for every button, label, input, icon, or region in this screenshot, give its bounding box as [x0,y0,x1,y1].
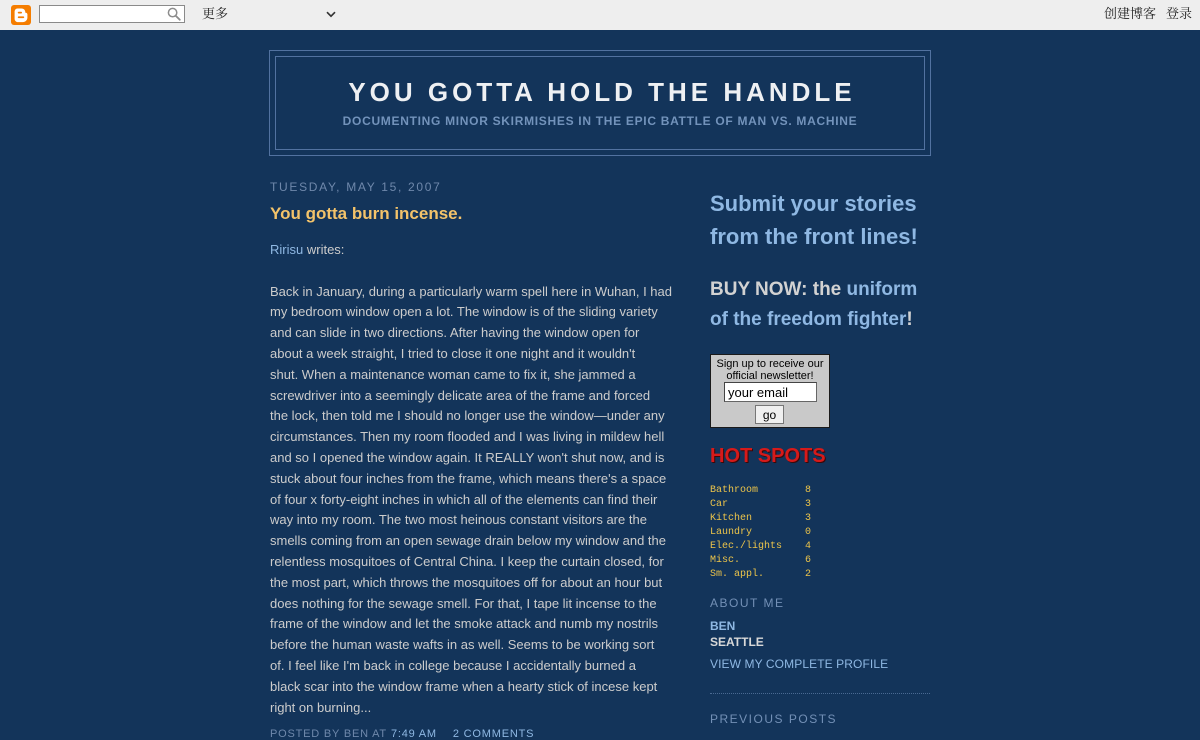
about-me-heading: ABOUT ME [710,596,785,610]
hot-spot-count: 2 [805,569,812,580]
more-dropdown[interactable] [196,0,344,30]
posted-by-text: POSTED BY BEN AT [270,728,387,740]
navbar-search-box [39,5,185,23]
post-body-line: stuck about four inches from the frame, which means there's a space [270,470,667,486]
hot-spot-row [710,540,930,554]
author-link[interactable]: Ririsu [270,242,304,257]
post-body-line: about a week straight, I tried to close it one night and it wouldn't [270,345,636,361]
post-body-line: relentless mosquitoes of Central China. I keep the curtain closed, for [270,553,664,569]
buy-now-suffix: ! [906,309,913,330]
post-body-line: the lock, then told me I should no longer use the window—under any [270,408,665,424]
blog-title[interactable]: YOU GOTTA HOLD THE HANDLE [348,77,856,107]
blog-description: DOCUMENTING MINOR SKIRMISHES IN THE EPIC BATTLE OF MAN VS. MACHINE [342,114,858,128]
hot-spot-count: 0 [805,527,812,538]
hot-spot-count: 3 [805,513,812,524]
hot-spot-label: Bathroom [710,485,759,496]
hot-spot-row [710,568,930,582]
comments-link[interactable]: 2 COMMENTS [452,728,535,740]
post-permalink-time[interactable]: 7:49 AM [390,728,437,740]
post-footer [270,728,534,740]
post-body-line: smells coming from an open sewage drain below my window and the [270,533,666,549]
blog-header [275,56,925,150]
post-body-line: screwdriver into a seemingly delicate area of the frame and forced [270,387,651,403]
profile-location: SEATTLE [710,635,764,649]
post-body-line: shut. When a maintenance woman came to fix it, she jammed a [270,366,636,382]
post-body-line: my bedroom window open a lot. The window is of the sliding variety [270,304,658,320]
hot-spot-row [710,554,930,568]
hot-spot-label: Misc. [710,555,741,566]
byline-text: writes: [306,242,345,257]
hot-spot-count: 8 [805,485,812,496]
hot-spot-count: 4 [805,541,812,552]
post-body-line: the most part, which throws the mosquitoes off for about an hour but [270,574,663,590]
post-body-line: does nothing for the sewage smell. For that, I tape lit incense to the [270,595,657,611]
newsletter-prompt: Sign up to receive our official newsletter! [716,358,824,382]
navbar-search-input[interactable] [42,6,164,22]
hot-spot-label: Kitchen [710,513,753,524]
uniform-link[interactable]: uniform of the freedom fighter [710,279,918,330]
chevron-down-icon [326,11,336,18]
post-body-line: before the human waste wafts in as well. Seems to be working sort [270,637,655,653]
post-date-header: TUESDAY, MAY 15, 2007 [270,180,442,194]
post-body-line: circumstances. Then my room flooded and I was living in mildew hell [270,429,665,445]
post-body-line: way into my room. The two most heinous constant visitors are the [270,512,647,528]
buy-now-prefix: BUY NOW: the [710,279,842,300]
search-icon[interactable] [167,7,181,21]
newsletter-email-input[interactable] [724,382,817,402]
hot-spot-count: 6 [805,555,812,566]
hot-spot-row [710,498,930,512]
create-blog-link[interactable]: 创建博客 [1104,6,1157,21]
buy-now-promo [710,275,930,335]
blogger-icon[interactable] [11,5,31,25]
post-body-line: Back in January, during a particularly warm spell here in Wuhan, I had [270,283,672,299]
post-body-line: right on burning... [270,699,372,715]
hot-spot-row [710,512,930,526]
view-profile-link[interactable]: VIEW MY COMPLETE PROFILE [710,657,889,671]
hot-spot-label: Elec./lights [710,541,783,552]
sign-in-link[interactable]: 登录 [1166,6,1193,21]
hot-spots-list [710,484,930,582]
post-body-line: black scar into the window frame when a hearty stick of incese kept [270,678,658,694]
hot-spot-label: Sm. appl. [710,569,765,580]
hot-spots-title: HOT SPOTS [710,445,826,467]
sidebar-divider [710,693,930,694]
blogger-navbar [0,0,1200,30]
more-dropdown-label: 更多 [202,6,229,21]
profile-name-link[interactable]: BEN [710,619,736,633]
post-body [270,282,690,719]
post-body-line: of four x forty-eight inches in which all of the elements can find their [270,491,658,507]
submit-stories-link[interactable]: Submit your stories from the front lines! [710,191,918,249]
newsletter-go-button[interactable]: go [755,405,784,424]
post-title[interactable]: You gotta burn incense. [270,204,463,223]
post-byline [270,241,344,259]
post-body-line: and can slide in two directions. After having the window open for [270,325,640,341]
hot-spot-label: Laundry [710,527,753,538]
newsletter-signup-box [710,354,830,428]
hot-spot-count: 3 [805,499,812,510]
previous-posts-heading: PREVIOUS POSTS [710,712,838,726]
hot-spot-label: Car [710,499,729,510]
post-body-line: of. I feel like I'm back in college because I accidentally burned a [270,657,636,673]
post-body-line: frame of the window and let the smoke attack and numb my nostrils [270,616,659,632]
hot-spot-row [710,526,930,540]
post-body-line: and so I opened the window again. It REALLY won't shut now, and is [270,449,665,465]
hot-spot-row [710,484,930,498]
